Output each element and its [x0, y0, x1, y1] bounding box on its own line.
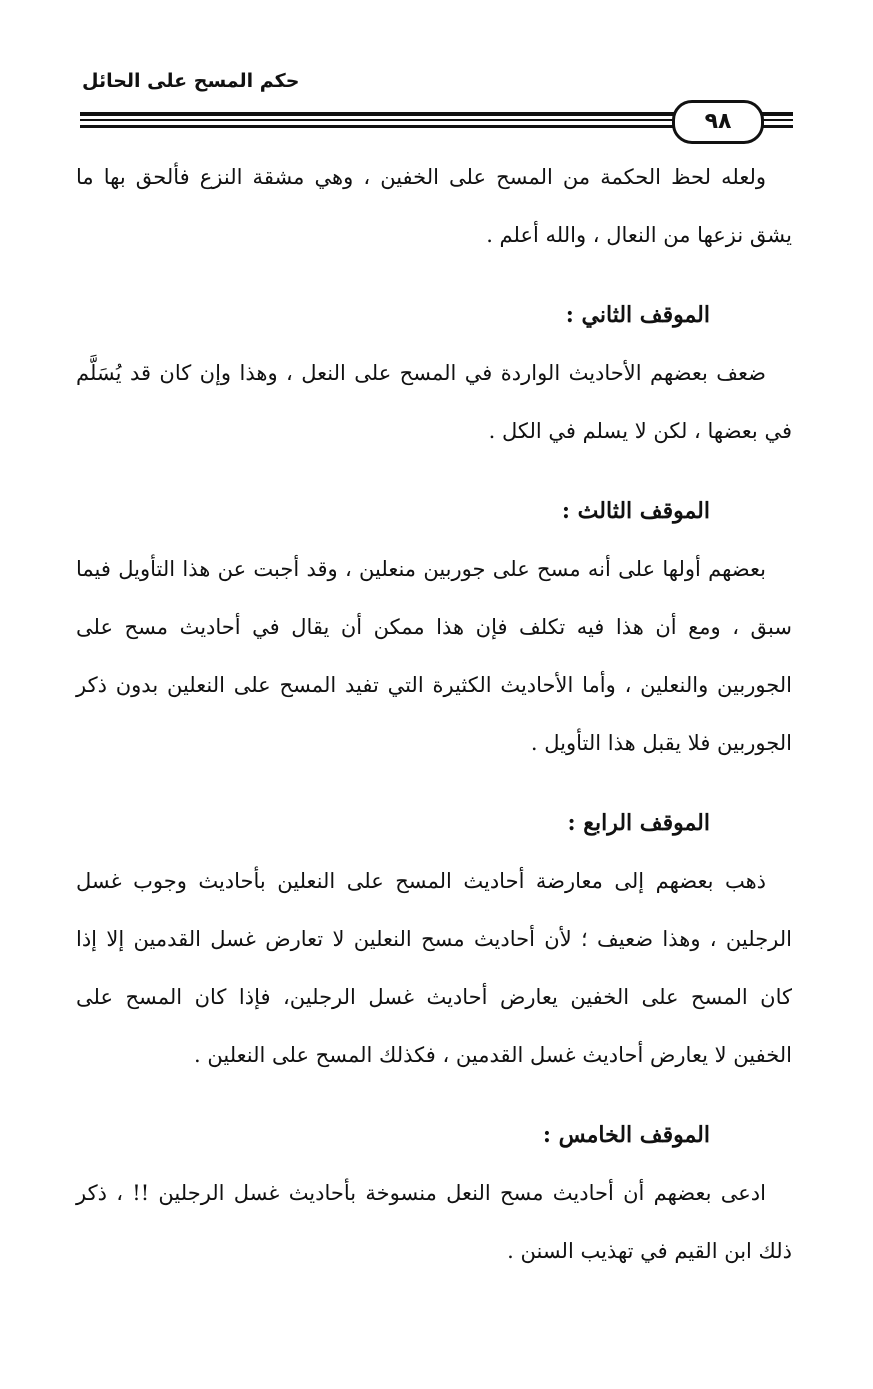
paragraph-fourth-position: ذهب بعضهم إلى معارضة أحاديث المسح على النعلين بأحاديث وجوب غسل الرجلين ، وهذا ضعيف ؛ لأن أحاديث مسح النعلين لا تعارض غسل القدمين إلا إذا كان المسح على الخفين يعارض أحاديث غسل الرجلين، فإذا كان المسح على الخفين لا يعارض أحاديث غسل القدمين ، فكذلك المسح على النعلين .: [76, 869, 792, 1067]
heading-fifth-position: الموقف الخامس :: [542, 1122, 710, 1148]
page-body: [76, 148, 792, 1280]
paragraph-fifth-position: ادعى بعضهم أن أحاديث مسح النعل منسوخة بأحاديث غسل الرجلين !! ، ذكر ذلك ابن القيم في تهذيب السنن .: [76, 1181, 792, 1263]
heading-third-position: الموقف الثالث :: [561, 498, 710, 524]
paragraph-third-position: بعضهم أولها على أنه مسح على جوربين منعلين ، وقد أجبت عن هذا التأويل فيما سبق ، ومع أن هذا فيه تكلف فإن هذا ممكن أن يقال في أحاديث مسح على الجوربين والنعلين ، وأما الأحاديث الكثيرة التي تفيد المسح على النعلين بدون ذكر الجوربين فلا يقبل هذا التأويل .: [76, 557, 792, 755]
heading-fourth-position: الموقف الرابع :: [567, 810, 710, 836]
running-title: حكم المسح على الحائل: [82, 70, 300, 92]
paragraph-second-position: ضعف بعضهم الأحاديث الواردة في المسح على النعل ، وهذا وإن كان قد يُسَلَّم في بعضها ، لكن لا يسلم في الكل .: [76, 361, 792, 443]
page-number: ٩٨: [672, 100, 764, 144]
heading-second-position: الموقف الثاني :: [565, 302, 710, 328]
paragraph-intro: ولعله لحظ الحكمة من المسح على الخفين ، وهي مشقة النزع فألحق بها ما يشق نزعها من النعال ، والله أعلم .: [76, 165, 792, 247]
